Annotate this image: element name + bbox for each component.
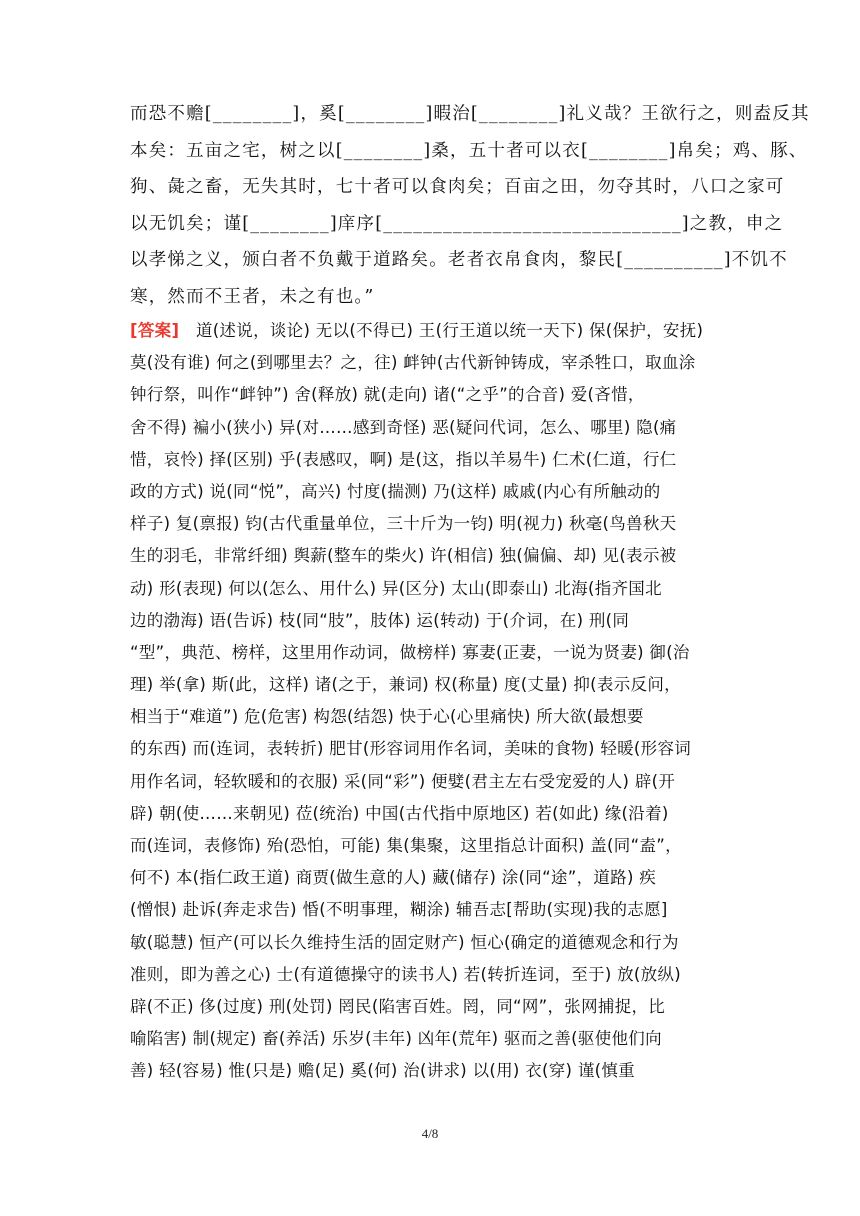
- answer-line: (憎恨) 赴诉(奔走求告) 惛(不明事理，糊涂) 辅吾志[帮助(实现)我的志愿]: [130, 900, 668, 920]
- answer-line: 何不) 本(指仁政王道) 商贾(做生意的人) 藏(储存) 涂(同“途”，道路) 疾: [130, 868, 657, 888]
- answer-line: 边的渤海) 语(告诉) 枝(同“肢”，肢体) 运(转动) 于(介词，在) 刑(同: [130, 610, 630, 630]
- passage-line: 本矣：五亩之宅，树之以[________]桑，五十者可以衣[________]帛矣；鸡、豚、: [130, 140, 808, 161]
- answer-line: “型”，典范、榜样，这里用作动词，做榜样) 寡妻(正妻，一说为贤妻) 御(治: [130, 642, 690, 662]
- classical-text-passage: [130, 96, 810, 315]
- passage-line: 以孝悌之义，颁白者不负戴于道路矣。老者衣帛食肉，黎民[__________]不饥不: [130, 250, 788, 270]
- passage-line: 而恐不赡[________]，奚[________]暇治[________]礼义哉？王欲行之，则盍反其: [130, 104, 810, 124]
- answer-line: 敏(聪慧) 恒产(可以长久维持生活的固定财产) 恒心(确定的道德观念和行为: [130, 932, 679, 952]
- answer-line: 准则，即为善之心) 士(有道德操守的读书人) 若(转折连词，至于) 放(放纵): [130, 964, 681, 984]
- answer-section: [130, 315, 740, 1088]
- answer-line: 理) 举(拿) 斯(此，这样) 诸(之于，兼词) 权(称量) 度(丈量) 抑(表示反问，: [130, 675, 681, 695]
- document-body: [130, 96, 810, 1088]
- answer-line: 的东西) 而(连词，表转折) 肥甘(形容词用作名词，美味的食物) 轻暖(形容词: [130, 739, 692, 759]
- answer-line: 用作名词，轻软暖和的衣服) 采(同“彩”) 便嬖(君主左右受宠爱的人) 辟(开: [130, 771, 676, 791]
- answer-text: 道(述说，谈论) 无以(不得已) 王(行王道以统一天下) 保(保护，安抚): [195, 321, 704, 340]
- passage-line: 狗、彘之畜，无失其时，七十者可以食肉矣；百亩之田，勿夺其时，八口之家可: [130, 177, 785, 197]
- answer-line: 辟) 朝(使……来朝见) 莅(统治) 中国(古代指中原地区) 若(如此) 缘(沿着): [130, 803, 669, 823]
- passage-line: 寒，然而不王者，未之有也。”: [130, 286, 375, 307]
- answer-line: 善) 轻(容易) 惟(只是) 赡(足) 奚(何) 治(讲求) 以(用) 衣(穿) 谨(慎重: [130, 1061, 635, 1081]
- answer-line: 生的羽毛，非常纤细) 舆薪(整车的柴火) 许(相信) 独(偏偏、却) 见(表示被: [130, 546, 677, 566]
- answer-line: 样子) 复(禀报) 钧(古代重量单位，三十斤为一钧) 明(视力) 秋毫(鸟兽秋天: [130, 514, 677, 534]
- answer-line: 莫(没有谁) 何之(到哪里去？之，往) 衅钟(古代新钟铸成，宰杀牲口，取血涂: [130, 353, 696, 373]
- answer-line: 而(连词，表修饰) 殆(恐怕，可能) 集(集聚，这里指总计面积) 盖(同“盍”，: [130, 836, 682, 855]
- answer-line: 辟(不正) 侈(过度) 刑(处罚) 罔民(陷害百姓。罔，同“网”，张网捕捉，比: [130, 996, 666, 1016]
- passage-line: 以无饥矣；谨[________]庠序[______________________________]之教，申之: [130, 213, 784, 234]
- answer-line: 舍不得) 褊小(狭小) 异(对……感到奇怪) 恶(疑问代词，怎么、哪里) 隐(痛: [130, 417, 677, 437]
- answer-line: 相当于“难道”) 危(危害) 构怨(结怨) 快于心(心里痛快) 所大欲(最想要: [130, 707, 644, 727]
- answer-line: 喻陷害) 制(规定) 畜(养活) 乐岁(丰年) 凶年(荒年) 驱而之善(驱使他们向: [130, 1029, 662, 1049]
- answer-tag: [答案]: [130, 321, 180, 340]
- page-number: 4/8: [421, 1126, 439, 1141]
- answer-line: 动) 形(表现) 何以(怎么、用什么) 异(区分) 太山(即泰山) 北海(指齐国北: [130, 578, 662, 598]
- answer-line: 钟行祭，叫作“衅钟”) 舍(释放) 就(走向) 诸(“之乎”的合音) 爱(吝惜，: [130, 385, 645, 405]
- answer-line: 惜，哀怜) 择(区别) 乎(表感叹，啊) 是(这，指以羊易牛) 仁术(仁道，行仁: [130, 449, 677, 469]
- answer-line: [130, 315, 740, 347]
- answer-line: 政的方式) 说(同“悦”，高兴) 忖度(揣测) 乃(这样) 戚戚(内心有所触动的: [130, 481, 661, 501]
